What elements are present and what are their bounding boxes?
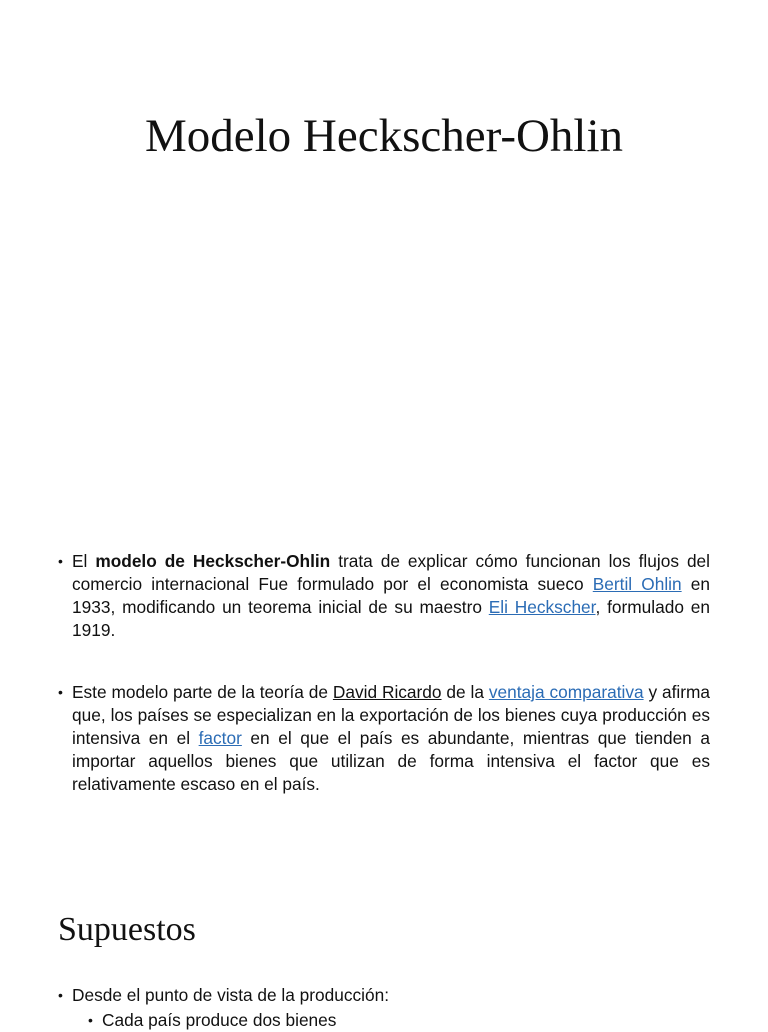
text-run: El: [72, 551, 96, 571]
list-item: [58, 984, 710, 1007]
link-ventaja-comparativa[interactable]: ventaja comparativa: [488, 682, 644, 702]
paragraph-text: [72, 550, 710, 642]
text-run: , formulado en 1919.: [72, 597, 711, 640]
link-david-ricardo[interactable]: David Ricardo: [332, 682, 442, 702]
section-title: Supuestos: [58, 911, 196, 948]
link-bertil-ohlin[interactable]: Bertil Ohlin: [592, 574, 682, 594]
link-eli-heckscher[interactable]: Eli Heckscher: [488, 597, 596, 617]
text-run: Este modelo parte de la teoría de: [72, 682, 333, 702]
assumptions-list: [58, 984, 710, 1032]
sub-list-item: [88, 1009, 710, 1032]
sub-list-item-text: Cada país produce dos bienes: [102, 1010, 337, 1030]
list-item-text: Desde el punto de vista de la producción:: [72, 985, 390, 1005]
bullet-icon: •: [58, 987, 63, 1003]
text-run: en 1933, modificando un teorema inicial de su maestro: [72, 574, 710, 617]
bullet-icon: •: [58, 684, 63, 700]
text-run: trata de explicar cómo funcionan los flujos del comercio internacional Fue formulado por el economista sueco: [72, 551, 711, 594]
slide-title: Modelo Heckscher-Ohlin: [144, 110, 624, 162]
text-run: de la: [441, 682, 489, 702]
text-run: en el que el país es abundante, mientras que tienden a importar aquellos bienes que utilizan de forma intensiva el factor que es relativamente escaso en el país.: [72, 728, 710, 794]
bullet-icon: •: [58, 553, 63, 569]
bold-term: modelo de Heckscher-Ohlin: [95, 551, 331, 571]
paragraph-definition: [58, 550, 710, 642]
paragraph-text: [72, 681, 710, 796]
text-run: y afirma que, los países se especializan en la exportación de los bienes cuya producción es intensiva en el: [72, 682, 711, 748]
link-factor[interactable]: factor: [198, 728, 242, 748]
paragraph-theory: [58, 681, 710, 796]
bullet-icon: •: [88, 1012, 93, 1028]
list-item: [58, 681, 710, 796]
list-item: [58, 550, 710, 642]
